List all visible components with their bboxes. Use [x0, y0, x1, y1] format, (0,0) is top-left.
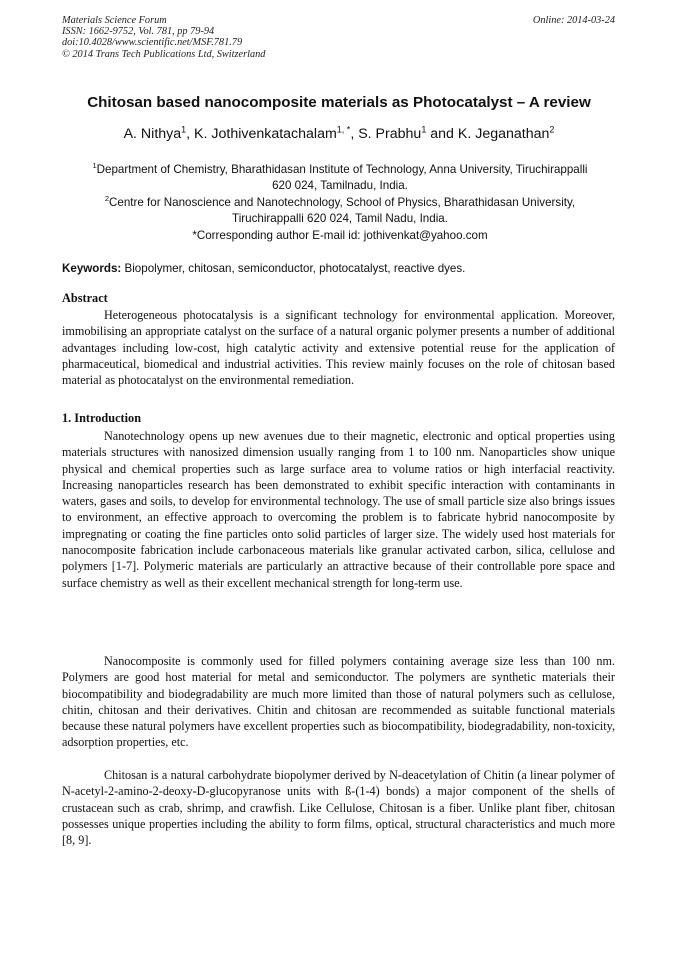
author-affiliation-mark: 1, * [336, 124, 351, 135]
keywords [62, 262, 618, 275]
affiliation-mark: 2 [104, 193, 109, 203]
abstract-paragraph: Heterogeneous photocatalysis is a significant technology for environmental application. Moreover, immobilising an appropriate catalyst on the surface of a natural organic polymer presents a number of additional advantages including low-cost, high catalytic activity and extensive potential reuse for the application of pharmaceutical, biomedical and industrial activities. This review mainly focuses on the role of chitosan based material as photocatalyst on the environmental remediation. [62, 308, 615, 388]
affiliation-2-line-2: Tiruchirappalli 620 024, Tamil Nadu, India. [232, 212, 448, 226]
author-name: S. Prabhu [358, 126, 422, 142]
online-date: Online: 2014-03-24 [532, 15, 615, 26]
author-affiliation-mark: 2 [549, 124, 555, 135]
journal-issn: ISSN: 1662-9752, Vol. 781, pp 79-94 [62, 26, 215, 38]
affiliation-2-line-1 [62, 195, 618, 211]
author-separator: , [350, 126, 359, 142]
intro-paragraph-1: Nanotechnology opens up new avenues due to their magnetic, electronic and optical properties using materials structures with nanosized dimension usually ranging from 1 to 100 nm. Nanoparticles show unique physical and chemical properties such as large surface area to volume ratios or high interfacial reactivity. Increasing nanoparticles research has been demonstrated to exhibit specific interaction with contaminants in waters, gases and soils, to develop for environmental technology. The use of small particle size also brings issues to environment, an effective approach to overcoming the problem is to fabricate hybrid nanocomposite by impregnating or coating the fine particles onto solid particles of larger size. The widely used host materials for nanocomposite fabrication include carbonaceous materials like granular activated carbon, silica, cellulose and polymers [1-7]. Polymeric materials are particularly an attractive because of their controllable pore space and surface chemistry as well as their excellent mechanical strength for long-term use. [62, 429, 615, 590]
author-list [40, 126, 638, 142]
author-name: K. Jeganathan [457, 126, 550, 142]
author-separator: and [426, 126, 458, 142]
affiliation-text: Centre for Nanoscience and Nanotechnology, School of Physics, Bharathidasan University, [109, 195, 576, 209]
journal-copyright: © 2014 Trans Tech Publications Ltd, Switzerland [62, 48, 266, 60]
paper-title: Chitosan based nanocomposite materials as Photocatalyst – A review [87, 94, 591, 111]
affiliation-1-line-2: 620 024, Tamilnadu, India. [272, 179, 408, 193]
introduction-heading: 1. Introduction [62, 411, 142, 425]
author-affiliation-mark: 1 [421, 124, 427, 135]
author-name: K. Jothivenkatachalam [194, 126, 337, 142]
keywords-label: Keywords: [62, 262, 122, 275]
affiliation-1-line-1 [62, 162, 618, 178]
affiliations [62, 162, 618, 244]
author-separator: , [186, 126, 195, 142]
affiliation-text: Department of Chemistry, Bharathidasan Institute of Technology, Anna University, Tiruchirappalli [96, 163, 588, 176]
author-affiliation-mark: 1 [181, 124, 187, 135]
author-name: A. Nithya [123, 126, 182, 142]
journal-name: Materials Science Forum [62, 15, 167, 26]
keywords-text: Biopolymer, chitosan, semiconductor, photocatalyst, reactive dyes. [121, 262, 466, 275]
journal-doi: doi:10.4028/www.scientific.net/MSF.781.79 [62, 37, 243, 49]
intro-paragraph-3: Chitosan is a natural carbohydrate biopolymer derived by N-deacetylation of Chitin (a linear polymer of N-acetyl-2-amino-2-deoxy-D-glucopyranose units with ß-(1-4) bonds) a major component of the shells of crustacean such as crab, shrimp, and crawfish. Like Cellulose, Chitosan is a fiber. Unlike plant fiber, chitosan possesses unique properties including the ability to form films, optical, structural characteristics and much more [8, 9]. [62, 768, 615, 848]
intro-paragraph-2: Nanocomposite is commonly used for filled polymers containing average size less than 100 nm. Polymers are good host material for metal and semiconductor. The polymers are synthetic materials their biocompatibility and biodegradability are much more limited than those of natural polymers such as cellulose, chitin, chitosan and their derivatives. Chitin and chitosan are recommended as suitable functional materials because these natural polymers have excellent properties such as biocompatibility, biodegradability, non-toxicity, adsorption properties, etc. [62, 654, 615, 750]
corresponding-author: *Corresponding author E-mail id: jothivenkat@yahoo.com [192, 228, 488, 242]
abstract-heading: Abstract [62, 291, 108, 305]
journal-header [62, 15, 265, 60]
affiliation-mark: 1 [92, 161, 97, 171]
